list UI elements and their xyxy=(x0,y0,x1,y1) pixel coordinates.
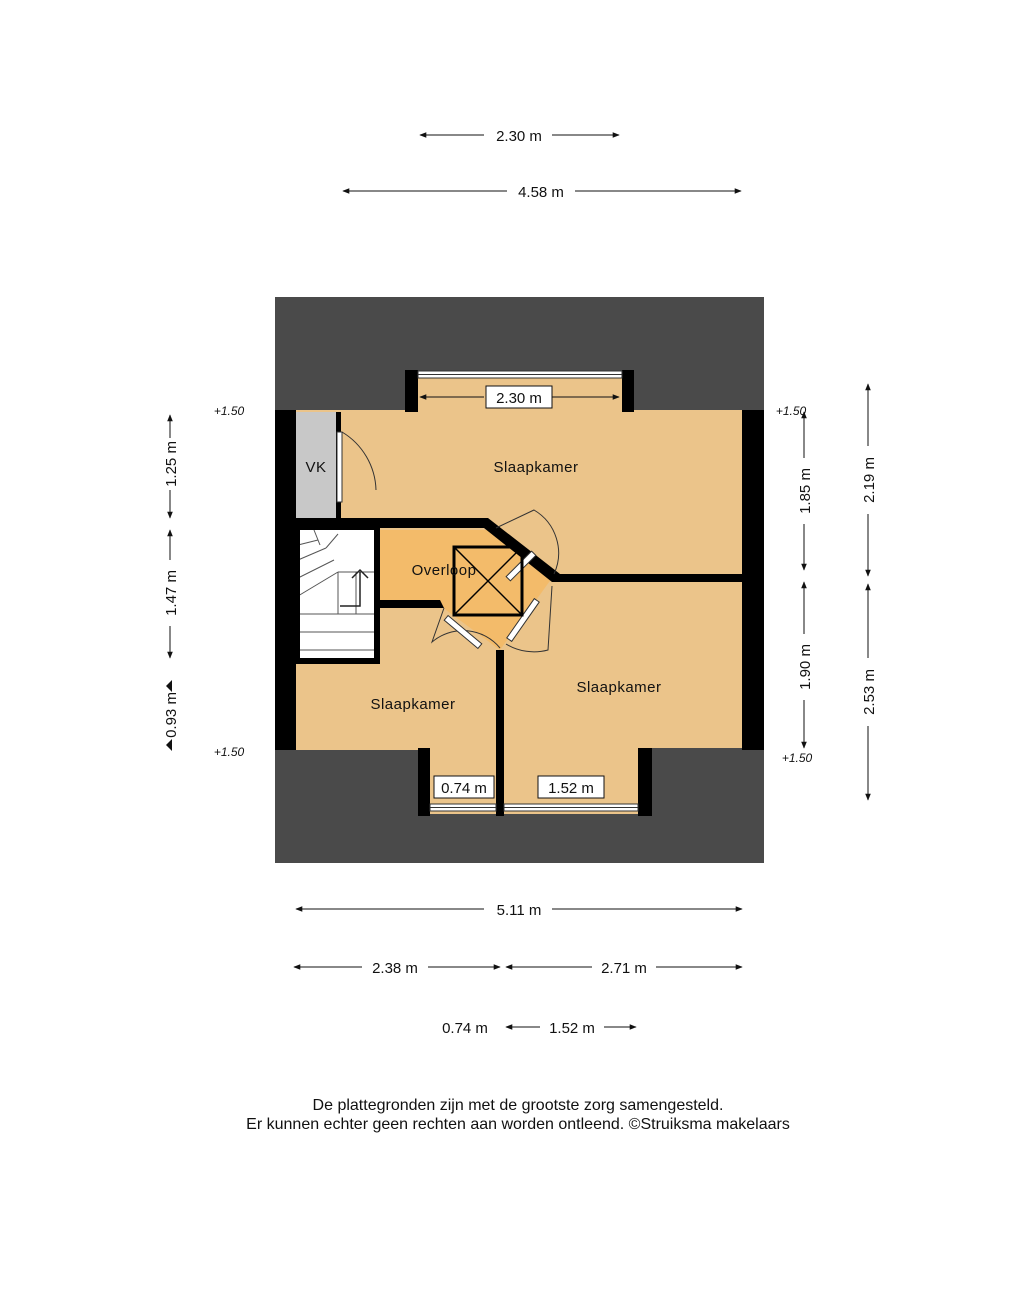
room-label-bedroom-right: Slaapkamer xyxy=(576,679,662,696)
dim-window-top: 2.30 m xyxy=(496,390,542,407)
disclaimer-line-1: De plattegronden zijn met de grootste zorg samengesteld. xyxy=(312,1097,724,1114)
floor-areas xyxy=(296,372,744,814)
dim-window-bottom-right: 1.52 m xyxy=(548,780,594,797)
dim-bottom-total: 5.11 m xyxy=(496,902,542,919)
stairs-area xyxy=(298,530,374,658)
dim-right-outer-lower: 2.53 m xyxy=(861,669,878,715)
dim-right-upper: 1.85 m xyxy=(797,468,814,514)
dim-left-middle: 1.47 m xyxy=(163,570,180,616)
closet-door xyxy=(337,432,342,502)
level-marker-bottom-left: +1.50 xyxy=(213,745,245,759)
level-marker-top-left: +1.50 xyxy=(213,404,245,418)
dim-left-upper: 1.25 m xyxy=(163,441,180,487)
dim-window-bottom-left: 0.74 m xyxy=(441,780,487,797)
level-marker-top-right: +1.50 xyxy=(775,404,807,418)
room-label-bedroom-top: Slaapkamer xyxy=(493,459,579,476)
level-marker-bottom-right: +1.50 xyxy=(781,751,813,765)
dim-top-outer: 4.58 m xyxy=(518,184,564,201)
dim-right-outer-upper: 2.19 m xyxy=(861,457,878,503)
disclaimer-line-2: Er kunnen echter geen rechten aan worden ontleend. ©Struiksma makelaars xyxy=(246,1116,790,1133)
dim-bottom-small-left: 0.74 m xyxy=(442,1020,488,1037)
dim-right-lower: 1.90 m xyxy=(797,644,814,690)
dim-bottom-left: 2.38 m xyxy=(372,960,418,977)
dim-top-inner: 2.30 m xyxy=(496,128,542,145)
dim-left-lower: 0.93 m xyxy=(163,692,180,738)
room-label-bedroom-left: Slaapkamer xyxy=(370,696,456,713)
dim-bottom-small-right: 1.52 m xyxy=(549,1020,595,1037)
room-label-landing: Overloop xyxy=(411,562,477,579)
room-label-closet: VK xyxy=(305,459,327,476)
dim-bottom-right: 2.71 m xyxy=(601,960,647,977)
